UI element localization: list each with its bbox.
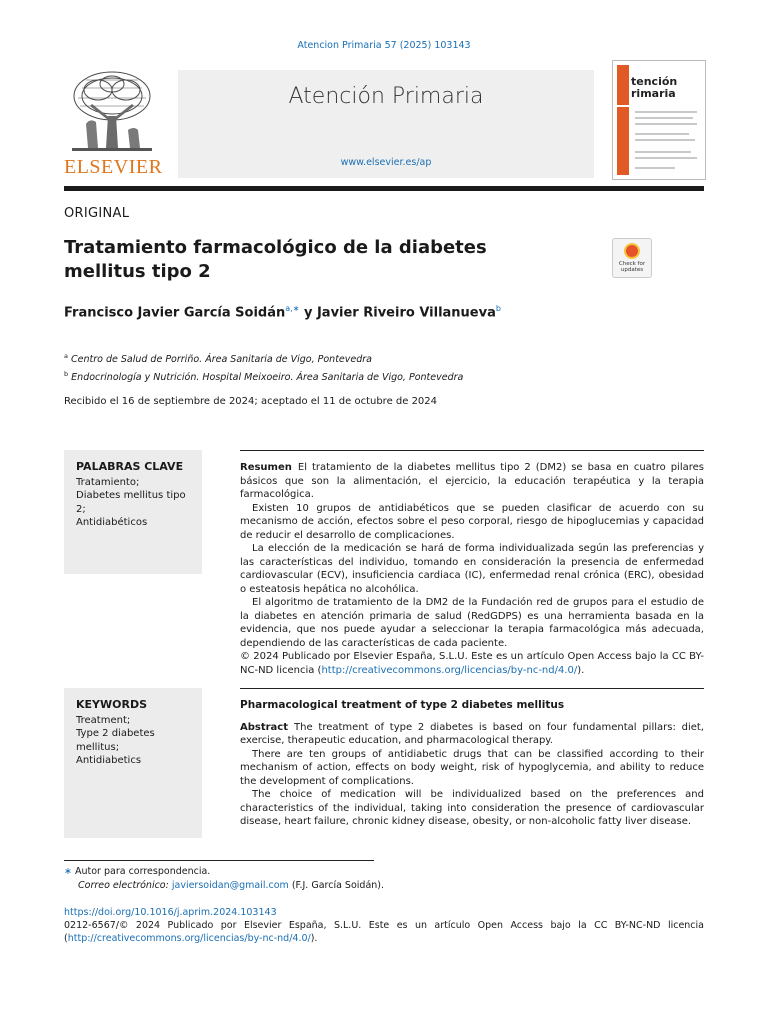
author-joiner: y <box>303 305 313 321</box>
keyword-item: Tratamiento; <box>76 476 140 488</box>
keyword-item: Treatment; <box>76 714 131 726</box>
resumen-top-rule <box>240 450 704 451</box>
email-label: Correo electrónico: <box>78 880 169 891</box>
affiliation-item: $^b$ Endocrinología y Nutrición. Hospital Meixoeiro. Área Sanitaria de Vigo, Pontevedra <box>64 370 464 384</box>
resumen-paragraph: Existen 10 grupos de antidiabéticos que se pueden clasificar de acuerdo con su mecanismo de acción, efectos sobre el peso corporal, riesgo de hipoglucemias y capacidad de reducir el desarrollo de complicaciones. <box>240 502 704 541</box>
resumen-paragraph: El algoritmo de tratamiento de la DM2 de la Fundación red de grupos para el estudio de la diabetes en atención primaria de salud (RedGDPS) es una herramienta basada en la evidencia, que nos puede ayudar a seleccionar la terapia farmacológica más adecuada, dependiendo de las características de cada paciente. <box>240 597 704 649</box>
doi-link[interactable]: https://doi.org/10.1016/j.aprim.2024.103143 <box>64 907 277 918</box>
abstract-top-rule <box>240 688 704 689</box>
resumen-heading: Resumen <box>240 462 292 473</box>
keywords-en-heading: KEYWORDS <box>76 698 148 711</box>
keyword-item: Diabetes mellitus tipo 2; <box>76 490 186 515</box>
keywords-es-box <box>64 450 202 574</box>
license-link[interactable]: http://creativecommons.org/licencias/by-nc-nd/4.0/ <box>321 664 578 676</box>
cover-title-line2: rimaria <box>631 87 676 100</box>
keywords-en-box <box>64 688 202 838</box>
cover-text-line <box>635 133 689 135</box>
header-divider <box>64 186 704 191</box>
correspondence-footnote: ∗ Autor para correspondencia. Correo electrónico: javiersoidan@gmail.com (F.J. García Soidán). <box>64 866 385 891</box>
author-name[interactable]: Francisco Javier García Soidán <box>64 305 286 321</box>
doi-and-license <box>64 906 704 945</box>
cover-text-line <box>635 167 675 169</box>
elsevier-tree-icon <box>68 68 156 154</box>
cover-text-line <box>635 151 691 153</box>
keyword-item: Antidiabetics <box>76 755 142 766</box>
cover-text-line <box>635 123 697 125</box>
keyword-item: Antidiabéticos <box>76 517 148 528</box>
article-type: ORIGINAL <box>64 206 130 221</box>
author-list <box>64 304 501 320</box>
abstract-paragraph: There are ten groups of antidiabetic drugs that can be classified according to their mechanism of action, effects on body weight, risk of hypoglycemia, and ability to reduce the development of complications. <box>240 748 704 787</box>
license-link[interactable]: http://creativecommons.org/licencias/by-nc-nd/4.0/ <box>67 933 311 944</box>
cover-text-line <box>635 157 697 159</box>
footnote-marker: ∗ <box>64 866 72 877</box>
abstract-paragraph: The choice of medication will be individualized based on the preferences and characteristics of the individual, taking into consideration the presence of cardiovascular disease, heart failure, chronic kidney disease, obesity, or non-alcoholic fatty liver disease. <box>240 789 704 827</box>
check-updates-label: Check for updates <box>618 261 646 273</box>
abstract-section <box>240 699 704 829</box>
author-affiliation-mark[interactable]: b <box>495 304 501 313</box>
article-title: Tratamiento farmacológico de la diabetes mellitus tipo 2 <box>64 237 487 282</box>
author-name[interactable]: Javier Riveiro Villanueva <box>316 305 496 321</box>
author-affiliation-mark[interactable]: a,∗ <box>285 304 300 313</box>
journal-name: Atención Primaria <box>288 84 484 109</box>
keywords-es-heading: PALABRAS CLAVE <box>76 460 184 473</box>
license-statement: 0212-6567/© 2024 Publicado por Elsevier España, S.L.U. Este es un artículo Open Access bajo la CC BY-NC-ND licencia (http://creativecommons.org/licencias/by-nc-nd/4.0/). <box>64 920 704 944</box>
elsevier-logo[interactable] <box>64 68 163 178</box>
journal-masthead <box>178 70 594 178</box>
resumen-section <box>240 461 704 677</box>
cover-letter-a <box>617 65 629 105</box>
affiliation-item: $^a$ Centro de Salud de Porriño. Área Sanitaria de Vigo, Pontevedra <box>64 352 373 366</box>
keyword-item: Type 2 diabetes mellitus; <box>76 728 155 753</box>
received-accepted-dates: Recibido el 16 de septiembre de 2024; aceptado el 11 de octubre de 2024 <box>64 396 438 407</box>
journal-citation[interactable]: Atencion Primaria 57 (2025) 103143 <box>297 40 471 51</box>
footnote-rule <box>64 860 374 861</box>
resumen-paragraph: La elección de la medicación se hará de forma individualizada según las preferencias y las características del individuo, tomando en consideración la presencia de enfermedad cardiovascular (ECV), insuficiencia cardiaca (IC), enfermedad renal crónica (ERC), obesidad o esteatosis hepática no alcohólica. <box>240 543 704 595</box>
cover-text-line <box>635 117 693 119</box>
abstract-paragraph: Abstract The treatment of type 2 diabetes is based on four fundamental pillars: diet, exercise, therapeutic education, and pharmacological therapy. <box>240 721 704 746</box>
resumen-paragraph: Resumen El tratamiento de la diabetes mellitus tipo 2 (DM2) se basa en cuatro pilares básicos que son la alimentación, el ejercicio, la educación terapéutica y la terapia farmacológica. <box>240 462 704 500</box>
check-updates-icon <box>624 243 640 259</box>
cover-title-line1: tención <box>631 75 678 88</box>
publisher-name: ELSEVIER <box>64 156 163 178</box>
cover-text-line <box>635 111 697 113</box>
journal-cover-thumbnail[interactable] <box>612 60 706 180</box>
cover-text-line <box>635 139 695 141</box>
journal-url-link[interactable]: www.elsevier.es/ap <box>340 157 432 168</box>
affiliations <box>64 349 463 385</box>
abstract-heading: Abstract <box>240 721 289 733</box>
cover-stripe <box>617 107 629 175</box>
check-for-updates-button[interactable] <box>612 238 652 278</box>
resumen-copyright: © 2024 Publicado por Elsevier España, S.L.U. Este es un artículo Open Access bajo la CC BY-NC-ND licencia (http://creativecommons.org/licencias/by-nc-nd/4.0/). <box>240 651 704 676</box>
english-title: Pharmacological treatment of type 2 diabetes mellitus <box>240 699 565 711</box>
email-link[interactable]: javiersoidan@gmail.com <box>171 880 289 891</box>
